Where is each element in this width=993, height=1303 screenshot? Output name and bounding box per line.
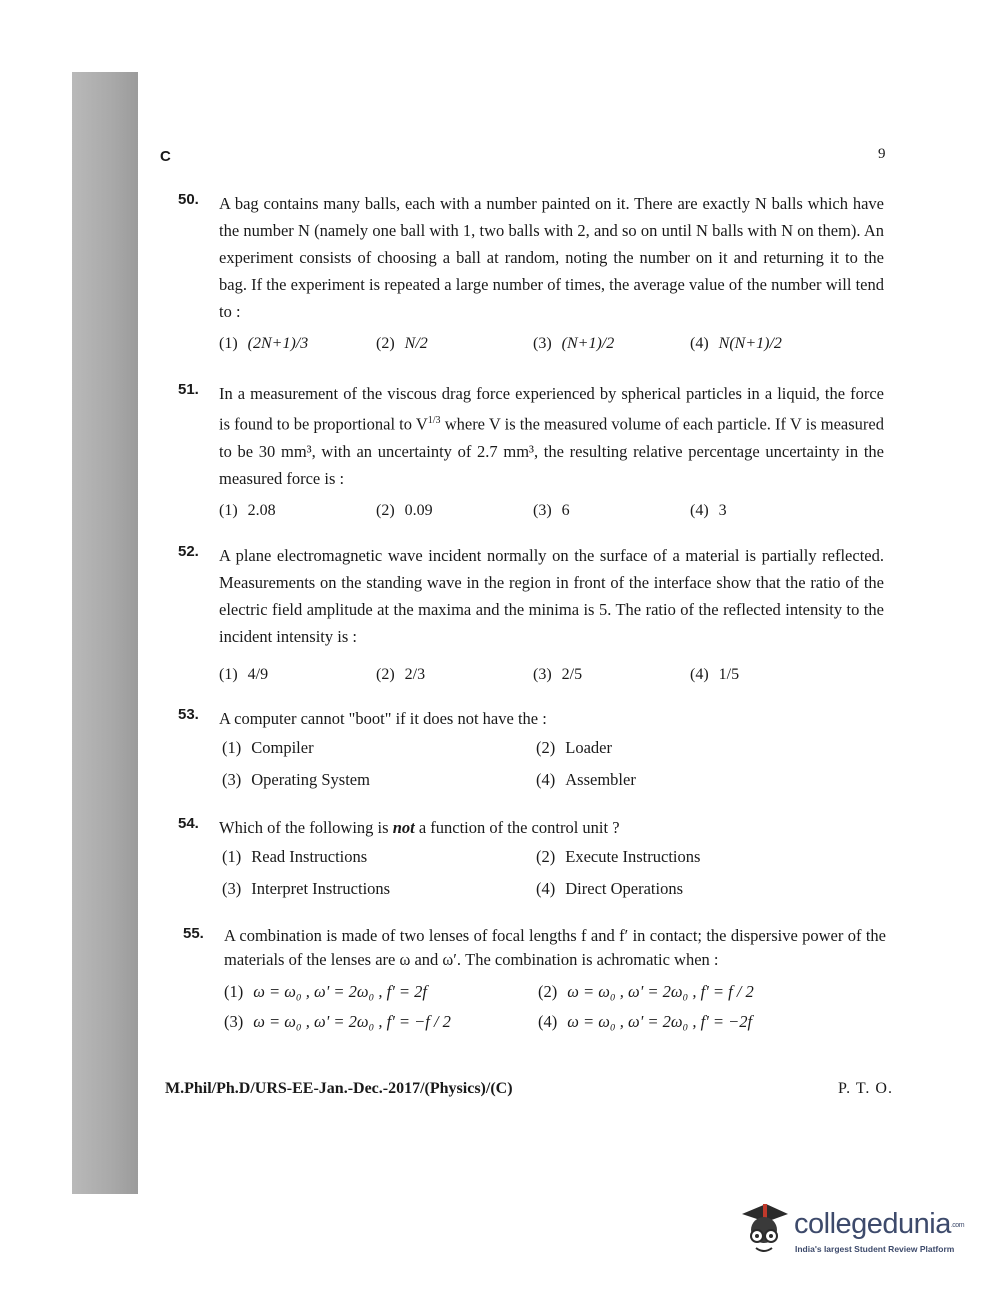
option-2: (2) ω = ω₀ , ω' = 2ω₀ , f' = f / 2	[538, 982, 754, 1001]
question-number: 54.	[178, 815, 199, 832]
pto-label: P. T. O.	[838, 1080, 893, 1097]
question-number: 53.	[178, 706, 199, 723]
question-number: 50.	[178, 191, 199, 208]
question-text: A plane electromagnetic wave incident normally on the surface of a material is partially reflected. Measurements on the standing wave in the region in front of the interface show that the ratio of the electric field amplitude at the maxima and the minima is 5. The ratio of the reflected intensity to the incident intensity is :	[219, 546, 884, 646]
question-number: 51.	[178, 381, 199, 398]
option-2: (2) N/2	[376, 335, 428, 352]
option-3: (3) Operating System	[222, 770, 370, 789]
option-4: (4) 3	[690, 501, 727, 519]
page-number: 9	[878, 146, 886, 162]
option-1: (1) Read Instructions	[222, 847, 368, 866]
logo-wordmark: collegedunia.com	[794, 1208, 965, 1240]
paper-code: M.Phil/Ph.D/URS-EE-Jan.-Dec.-2017/(Physics)/(C)	[165, 1080, 513, 1097]
option-3: (3) 2/5	[533, 666, 583, 683]
options-row	[219, 335, 884, 353]
option-1: (1) Compiler	[222, 738, 314, 757]
question-51	[178, 380, 884, 520]
options-row	[219, 502, 884, 520]
question-text: A computer cannot "boot" if it does not have the :	[219, 709, 547, 728]
option-3: (3) Interpret Instructions	[222, 879, 391, 898]
option-1: (1) (2N+1)/3	[219, 335, 309, 352]
option-3: (3) ω = ω₀ , ω' = 2ω₀ , f' = −f / 2	[224, 1012, 451, 1031]
option-3: (3) 6	[533, 501, 570, 519]
question-text: A combination is made of two lenses of focal lengths f and f′ in contact; the dispersive power of the materials of the lenses are ω and ω′. The combination is achromatic when :	[224, 926, 886, 969]
collegedunia-logo[interactable]	[736, 1200, 966, 1260]
logo-tagline: India's largest Student Review Platform	[795, 1244, 955, 1254]
options-grid	[222, 738, 884, 790]
question-text: A bag contains many balls, each with a number painted on it. There are exactly N balls which have the number N (namely one ball with 1, two balls with 2, and so on until N balls with N on them). An experiment consists of choosing a ball at random, noting the number on it and returning it to the bag. If the experiment is repeated a large number of times, the average value of the number will tend to :	[219, 194, 884, 321]
option-2: (2) Loader	[536, 738, 612, 757]
question-54	[178, 814, 884, 899]
option-4: (4) N(N+1)/2	[690, 335, 782, 352]
question-55	[178, 924, 886, 1032]
option-4: (4) Direct Operations	[536, 879, 683, 898]
question-number: 52.	[178, 543, 199, 560]
option-1: (1) ω = ω₀ , ω' = 2ω₀ , f' = 2f	[224, 982, 427, 1001]
question-53	[178, 705, 884, 790]
option-2: (2) 0.09	[376, 501, 433, 519]
question-52	[178, 542, 884, 684]
option-1: (1) 2.08	[219, 501, 276, 519]
options-grid	[222, 847, 884, 899]
question-50	[178, 190, 884, 353]
option-2: (2) 2/3	[376, 666, 426, 683]
mascot-icon	[736, 1200, 792, 1260]
option-2: (2) Execute Instructions	[536, 847, 701, 866]
options-grid	[224, 982, 886, 1032]
option-1: (1) 4/9	[219, 666, 269, 683]
option-4: (4) Assembler	[536, 770, 636, 789]
question-text: Which of the following is not a function of the control unit ?	[219, 818, 620, 837]
question-text: In a measurement of the viscous drag force experienced by spherical particles in a liquid, the force is found to be proportional to $V^{1/3}$ where V is the measured volume of each particle. If V is measured to be 30 mm³, with an uncertainty of 2.7 mm³, the resulting relative percentage uncertainty in the measured force is :	[219, 384, 884, 488]
options-row	[219, 666, 884, 684]
question-number: 55.	[183, 925, 204, 942]
option-4: (4) ω = ω₀ , ω' = 2ω₀ , f' = −2f	[538, 1012, 753, 1031]
option-4: (4) 1/5	[690, 666, 740, 683]
option-3: (3) (N+1)/2	[533, 335, 615, 352]
section-letter: C	[160, 148, 171, 165]
